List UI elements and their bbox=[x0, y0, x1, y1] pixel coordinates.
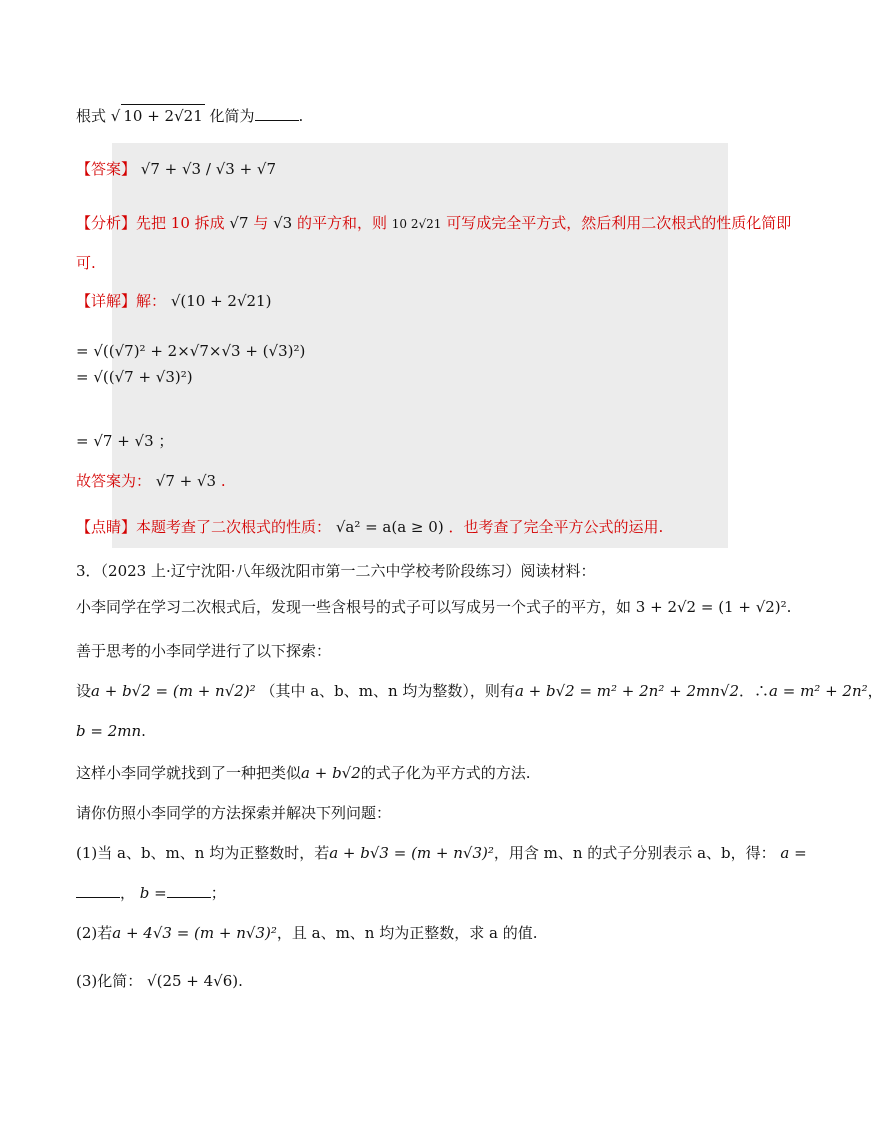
analysis-math-1: √7 bbox=[229, 214, 249, 232]
q3-p3-math-1: a + b√2 = (m + n√2)² bbox=[91, 682, 256, 700]
q3-paragraph-1 bbox=[76, 596, 791, 618]
q3-s1-a-eq: a = bbox=[780, 844, 807, 862]
q3-p5-text-b: 的式子化为平方式的方法. bbox=[360, 764, 531, 782]
detail-step-3: = √7 + √3 ； bbox=[76, 432, 174, 450]
q3-s1-text-b: ，用含 m、n 的式子分别表示 a、b，得： bbox=[493, 844, 776, 862]
q3-s1-a-blank bbox=[76, 883, 120, 898]
q3-p1-math: 3 + 2√2 = (1 + √2)² bbox=[635, 598, 787, 616]
q3-header: 3．（2023 上·辽宁沈阳·八年级沈阳市第一二六中学校考阶段练习）阅读材料： bbox=[76, 562, 596, 580]
q3-paragraph-2: 善于思考的小李同学进行了以下探索： bbox=[76, 642, 332, 660]
q2-suffix: 化简为 bbox=[209, 107, 255, 125]
detail-final-end: . bbox=[220, 472, 226, 490]
q3-p5-math: a + b√2 bbox=[301, 764, 361, 782]
q3-s3-end: . bbox=[238, 972, 243, 990]
analysis-math-2: √3 bbox=[273, 214, 293, 232]
q2-end: . bbox=[298, 107, 304, 125]
q3-paragraph-6: 请你仿照小李同学的方法探索并解决下列问题： bbox=[76, 804, 392, 822]
q3-s1-b-eq: b = bbox=[139, 884, 167, 902]
analysis-text-3: 的平方和，则 bbox=[297, 214, 388, 232]
q3-paragraph-5 bbox=[76, 762, 531, 784]
q3-s1-math: a + b√3 = (m + n√3)² bbox=[329, 844, 494, 862]
detail-final-label: 故答案为： bbox=[76, 472, 152, 490]
q2-line bbox=[76, 104, 303, 127]
analysis-line-1 bbox=[76, 212, 791, 235]
analysis-math-3: 10 2√21 bbox=[391, 217, 442, 231]
q3-s1-comma: ， bbox=[120, 884, 136, 902]
answer-line bbox=[76, 158, 276, 180]
q3-paragraph-4 bbox=[76, 720, 146, 742]
q3-p3-text-d: ， bbox=[867, 682, 883, 700]
detail-step-1: = √((√7)² + 2×√7×√3 + (√3)²) bbox=[76, 342, 306, 360]
q3-sub-1-line-2 bbox=[76, 882, 226, 904]
q3-s3-text-a: (3)化简： bbox=[76, 972, 143, 990]
q3-p3-math-2: a + b√2 = m² + 2n² + 2mn√2 bbox=[514, 682, 739, 700]
q3-s3-math: √(25 + 4√6) bbox=[147, 972, 239, 990]
detail-final-line bbox=[76, 470, 226, 492]
comment-line bbox=[76, 516, 663, 538]
comment-text-2: ．也考查了完全平方公式的运用. bbox=[448, 518, 664, 536]
q3-paragraph-3 bbox=[76, 680, 883, 702]
q3-p3-text-a: 设 bbox=[76, 682, 92, 700]
q3-p1-end: . bbox=[786, 598, 792, 616]
analysis-text-4: 可写成完全平方式，然后利用二次根式的性质化简即 bbox=[446, 214, 792, 232]
q3-p4-math: b = 2mn bbox=[76, 722, 142, 740]
analysis-text-1: 先把 10 拆成 bbox=[136, 214, 225, 232]
q3-p3-text-b: （其中 a、b、m、n 均为整数），则有 bbox=[260, 682, 515, 700]
answer-math: √7 + √3 / √3 + √7 bbox=[140, 160, 277, 178]
detail-line-0 bbox=[76, 290, 271, 312]
detail-tag: 【详解】 bbox=[76, 292, 137, 310]
q3-p3-math-3: a = m² + 2n² bbox=[769, 682, 868, 700]
answer-tag: 【答案】 bbox=[76, 160, 137, 178]
q2-answer-blank bbox=[255, 106, 299, 121]
comment-tag: 【点睛】 bbox=[76, 518, 137, 536]
q3-p4-end: . bbox=[141, 722, 146, 740]
q3-s2-text-a: (2)若 bbox=[76, 924, 113, 942]
q2-prefix: 根式 bbox=[76, 107, 107, 125]
analysis-line-2 bbox=[76, 252, 96, 274]
q3-s2-math: a + 4√3 = (m + n√3)² bbox=[112, 924, 277, 942]
analysis-text-5: 可. bbox=[76, 254, 96, 272]
analysis-tag: 【分析】 bbox=[76, 214, 137, 232]
q2-radical: √ 10 + 2√21 bbox=[111, 107, 210, 125]
comment-math: √a² = a(a ≥ 0) bbox=[335, 518, 444, 536]
q3-s1-text-a: (1)当 a、b、m、n 均为正整数时，若 bbox=[76, 844, 330, 862]
detail-lead: 解： bbox=[136, 292, 167, 310]
q3-s1-end: ； bbox=[210, 884, 226, 902]
q3-s2-text-b: ，且 a、m、n 均为正整数，求 a 的值. bbox=[276, 924, 538, 942]
q3-sub-1 bbox=[76, 842, 807, 864]
q3-sub-3 bbox=[76, 970, 243, 992]
comment-text-1: 本题考查了二次根式的性质： bbox=[136, 518, 332, 536]
detail-final-math: √7 + √3 bbox=[155, 472, 217, 490]
detail-step-2: = √((√7 + √3)²) bbox=[76, 368, 193, 386]
q3-sub-2 bbox=[76, 922, 537, 944]
q3-p1-text: 小李同学在学习二次根式后，发现一些含根号的式子可以写成另一个式子的平方，如 bbox=[76, 598, 632, 616]
q3-p3-text-c: ．∴ bbox=[739, 682, 770, 700]
q3-p5-text-a: 这样小李同学就找到了一种把类似 bbox=[76, 764, 302, 782]
detail-step-0: √(10 + 2√21) bbox=[170, 292, 272, 310]
q3-s1-b-blank bbox=[167, 883, 211, 898]
analysis-text-2: 与 bbox=[253, 214, 269, 232]
